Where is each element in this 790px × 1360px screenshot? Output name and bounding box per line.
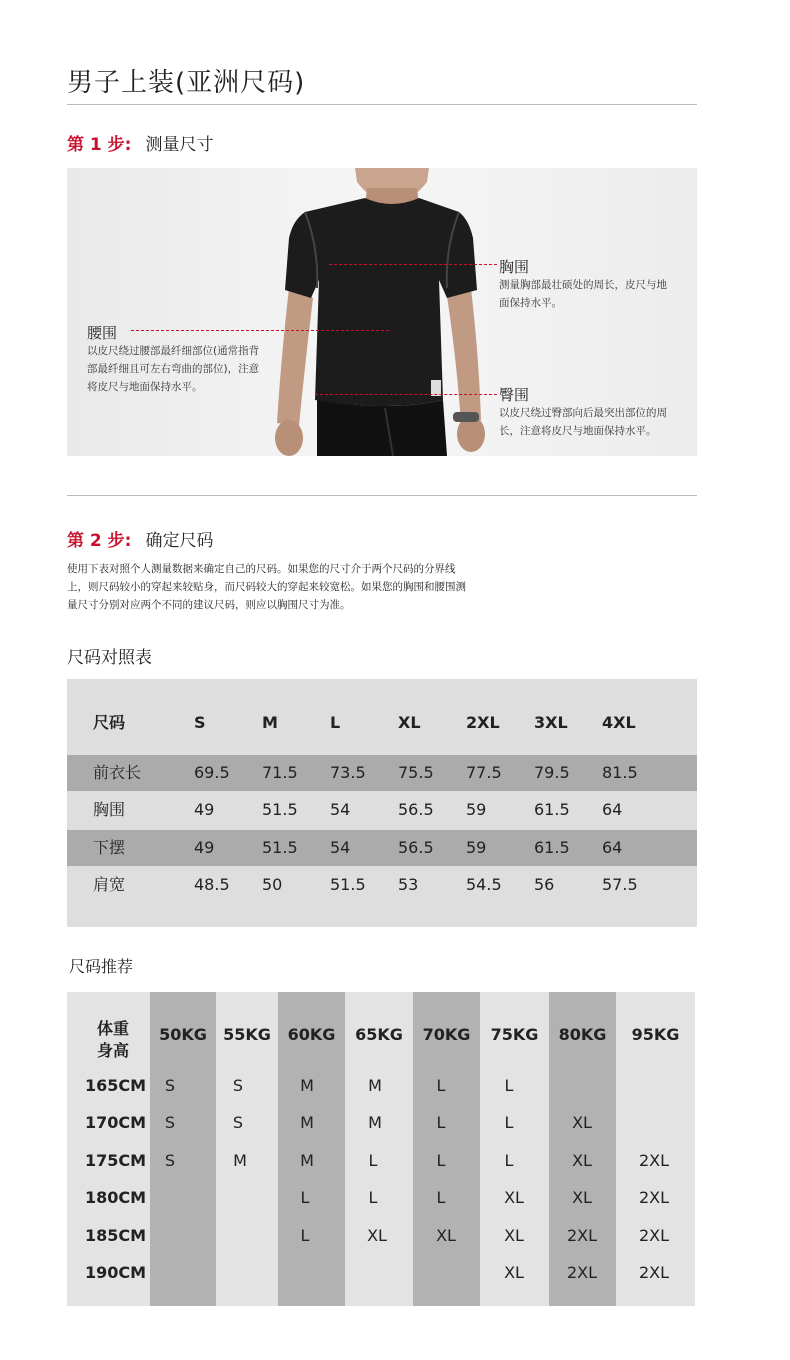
size-table-cell: 肩宽 xyxy=(93,875,126,894)
size-table-cell: 64 xyxy=(602,800,623,819)
recommend-cell: XL xyxy=(572,1188,592,1207)
size-table-row xyxy=(67,755,697,791)
recommend-cell: L xyxy=(436,1188,446,1207)
recommend-cell xyxy=(223,1188,253,1208)
height-label: 185CM xyxy=(85,1226,147,1245)
recommend-cell: S xyxy=(164,1076,176,1095)
text-line: 使用下表对照个人测量数据来确定自己的尺码。如果您的尺寸介于两个尺码的分界线 xyxy=(67,563,456,575)
recommend-cell: XL xyxy=(504,1263,524,1282)
recommend-cell: S xyxy=(232,1076,244,1095)
text-line: 面保持水平。 xyxy=(499,297,562,309)
recommend-cell: L xyxy=(300,1188,310,1207)
size-table-cell: 57.5 xyxy=(602,875,638,894)
recommend-cell: XL xyxy=(504,1188,524,1207)
size-table-cell: 54 xyxy=(330,800,351,819)
weight-header: 95KG xyxy=(631,1025,680,1044)
size-table-cell: 48.5 xyxy=(194,875,230,894)
size-table-cell: 53 xyxy=(398,875,419,894)
weight-header: 70KG xyxy=(422,1025,471,1044)
size-table-cell: 56.5 xyxy=(398,838,434,857)
recommend-cell: XL xyxy=(572,1151,592,1170)
size-table-cell: 下摆 xyxy=(93,838,126,857)
size-table-header-row xyxy=(67,705,697,741)
corner-header xyxy=(91,1018,135,1062)
recommend-cell xyxy=(155,1188,185,1208)
recommend-cell: S xyxy=(164,1113,176,1132)
step2-heading xyxy=(67,526,213,551)
recommend-cell: L xyxy=(436,1076,446,1095)
size-table-cell: 61.5 xyxy=(534,838,570,857)
recommend-cell: 2XL xyxy=(567,1263,598,1282)
recommend-cell: M xyxy=(300,1076,314,1095)
text-line: 测量胸部最壮硕处的周长，皮尺与地 xyxy=(499,279,667,291)
size-header-cell: M xyxy=(262,713,278,732)
recommend-cell: XL xyxy=(367,1226,387,1245)
recommend-cell: 2XL xyxy=(639,1226,670,1245)
recommend-cell xyxy=(155,1226,185,1246)
size-table-cell: 59 xyxy=(466,838,487,857)
recommend-cell: L xyxy=(436,1113,446,1132)
size-table-cell: 77.5 xyxy=(466,763,502,782)
chest-title: 胸围 xyxy=(499,258,530,276)
step1-text: 测量尺寸 xyxy=(145,135,214,155)
weight-header: 55KG xyxy=(223,1025,271,1044)
size-table-cell: 54.5 xyxy=(466,875,502,894)
step1-heading xyxy=(67,130,213,155)
size-table-cell: 56.5 xyxy=(398,800,434,819)
measurement-photo xyxy=(67,168,697,456)
recommend-cell: L xyxy=(368,1151,378,1170)
weight-header: 65KG xyxy=(355,1025,403,1044)
recommend-cell: XL xyxy=(436,1226,456,1245)
size-table-cell: 51.5 xyxy=(262,838,298,857)
page-title: 男子上装(亚洲尺码) xyxy=(67,68,306,98)
size-table-cell: 64 xyxy=(602,838,623,857)
recommend-cell: L xyxy=(504,1113,514,1132)
size-table-cell: 69.5 xyxy=(194,763,230,782)
recommend-cell: S xyxy=(164,1151,176,1170)
size-table-cell: 50 xyxy=(262,875,283,894)
recommend-cell: S xyxy=(232,1113,244,1132)
size-header-cell: L xyxy=(330,713,341,732)
recommend-cell: M xyxy=(300,1151,314,1170)
size-header-cell: S xyxy=(194,713,206,732)
text-line: 以皮尺绕过腰部最纤细部位(通常指背 xyxy=(87,345,260,357)
recommend-cell: 2XL xyxy=(639,1151,670,1170)
recommend-cell xyxy=(223,1263,253,1283)
height-label: 175CM xyxy=(85,1151,147,1170)
recommend-table xyxy=(67,992,695,1306)
text-line: 以皮尺绕过臀部向后最突出部位的周 xyxy=(499,407,667,419)
waist-title: 腰围 xyxy=(87,324,118,342)
size-table-row xyxy=(67,867,697,903)
hip-title: 臀围 xyxy=(499,386,530,404)
size-header-cell: 3XL xyxy=(534,713,568,732)
recommend-cell: XL xyxy=(572,1113,592,1132)
waist-guide-line xyxy=(131,330,389,331)
recommend-cell: L xyxy=(504,1151,514,1170)
recommend-cell: M xyxy=(300,1113,314,1132)
recommend-cell: L xyxy=(504,1076,514,1095)
size-table-cell: 51.5 xyxy=(330,875,366,894)
size-header-cell: 尺码 xyxy=(93,713,126,732)
height-label: 170CM xyxy=(85,1113,147,1132)
recommend-table-title: 尺码推荐 xyxy=(69,957,134,976)
recommend-cell: L xyxy=(368,1188,378,1207)
recommend-cell xyxy=(223,1226,253,1246)
step1-label: 第 1 步: xyxy=(67,135,132,155)
size-table-cell: 59 xyxy=(466,800,487,819)
hip-guide-line xyxy=(315,394,497,395)
hip-description xyxy=(499,404,667,440)
weight-header: 75KG xyxy=(490,1025,539,1044)
waist-description xyxy=(87,342,259,396)
size-table-cell: 49 xyxy=(194,838,215,857)
recommend-cell xyxy=(639,1076,669,1096)
chest-guide-line xyxy=(329,264,497,265)
divider xyxy=(67,495,697,496)
size-table-cell: 79.5 xyxy=(534,763,570,782)
recommend-cell xyxy=(358,1263,388,1283)
step2-text: 确定尺码 xyxy=(145,531,214,551)
size-header-cell: XL xyxy=(398,713,421,732)
height-label: 190CM xyxy=(85,1263,147,1282)
recommend-cell: 2XL xyxy=(567,1226,598,1245)
size-table-cell: 71.5 xyxy=(262,763,298,782)
size-header-cell: 2XL xyxy=(466,713,500,732)
text-line: 将皮尺与地面保持水平。 xyxy=(87,381,203,393)
size-table-cell: 49 xyxy=(194,800,215,819)
text-line: 身高 xyxy=(96,1041,129,1060)
size-table-cell: 56 xyxy=(534,875,555,894)
chest-description xyxy=(499,276,667,312)
recommend-cell xyxy=(567,1076,597,1096)
recommend-cell: L xyxy=(436,1151,446,1170)
size-table-row xyxy=(67,792,697,828)
size-table-cell: 81.5 xyxy=(602,763,638,782)
size-table-cell: 75.5 xyxy=(398,763,434,782)
recommend-cell: M xyxy=(233,1151,247,1170)
size-table xyxy=(67,679,697,927)
size-table-cell: 51.5 xyxy=(262,800,298,819)
weight-header: 60KG xyxy=(287,1025,336,1044)
step2-label: 第 2 步: xyxy=(67,531,132,551)
recommend-cell xyxy=(639,1113,669,1133)
weight-header: 50KG xyxy=(159,1025,207,1044)
text-line: 体重 xyxy=(96,1019,129,1038)
recommend-cell: M xyxy=(368,1113,382,1132)
recommend-cell xyxy=(290,1263,320,1283)
height-label: 180CM xyxy=(85,1188,147,1207)
size-table-row xyxy=(67,830,697,866)
recommend-cell: L xyxy=(300,1226,310,1245)
text-line: 长，注意将皮尺与地面保持水平。 xyxy=(499,425,657,437)
size-table-cell: 前衣长 xyxy=(93,763,142,782)
size-table-cell: 61.5 xyxy=(534,800,570,819)
text-line: 上，则尺码较小的穿起来较贴身，而尺码较大的穿起来较宽松。如果您的胸围和腰围测 xyxy=(67,581,466,593)
step2-description xyxy=(67,560,487,614)
text-line: 部最纤细且可左右弯曲的部位)，注意 xyxy=(87,363,260,375)
size-table-cell: 54 xyxy=(330,838,351,857)
recommend-cell xyxy=(155,1263,185,1283)
recommend-cell: M xyxy=(368,1076,382,1095)
recommend-cell xyxy=(426,1263,456,1283)
weight-header: 80KG xyxy=(558,1025,607,1044)
size-table-title: 尺码对照表 xyxy=(67,648,152,668)
divider xyxy=(67,104,697,105)
recommend-cell: 2XL xyxy=(639,1188,670,1207)
text-line: 量尺寸分别对应两个不同的建议尺码，则应以胸围尺寸为准。 xyxy=(67,599,351,611)
recommend-cell: XL xyxy=(504,1226,524,1245)
height-label: 165CM xyxy=(85,1076,147,1095)
size-table-cell: 胸围 xyxy=(93,800,126,819)
size-header-cell: 4XL xyxy=(602,713,636,732)
size-table-cell: 73.5 xyxy=(330,763,366,782)
recommend-cell: 2XL xyxy=(639,1263,670,1282)
